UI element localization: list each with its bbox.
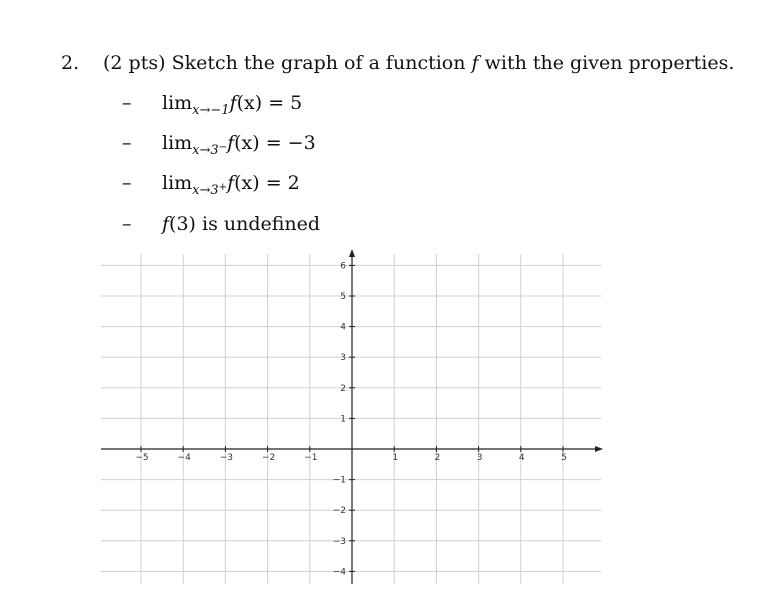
x-tick-label: 1 bbox=[392, 453, 399, 463]
x-tick-label: 2 bbox=[434, 453, 441, 463]
function-name: f bbox=[227, 172, 235, 194]
x-tick-label: 3 bbox=[476, 453, 483, 463]
y-tick-label: −2 bbox=[332, 506, 346, 517]
function-name: f bbox=[227, 132, 235, 154]
y-tick-label: 2 bbox=[340, 383, 346, 394]
y-tick-label: −1 bbox=[332, 475, 346, 486]
x-tick-label: −1 bbox=[304, 453, 318, 463]
function-arg: (x) bbox=[236, 92, 263, 114]
y-tick-label: −4 bbox=[332, 567, 346, 578]
x-tick-label: −4 bbox=[177, 453, 191, 463]
question-number: 2. bbox=[61, 52, 80, 74]
function-name: f bbox=[229, 92, 237, 114]
y-tick-label: 3 bbox=[340, 353, 346, 364]
x-tick-label: −2 bbox=[261, 453, 276, 463]
function-arg: (x) bbox=[234, 172, 260, 194]
limit-approach: x→−1 bbox=[192, 103, 230, 118]
y-axis-arrow bbox=[349, 249, 355, 257]
lim-label: lim bbox=[162, 92, 193, 114]
y-tick-label: −3 bbox=[332, 536, 346, 547]
y-tick-label: 6 bbox=[340, 261, 346, 272]
limit-value: = 5 bbox=[262, 92, 303, 114]
limit-approach: x→3 bbox=[192, 183, 219, 198]
lim-label: lim bbox=[162, 172, 193, 194]
one-sided-marker: + bbox=[218, 182, 228, 193]
question-points: (2 pts) bbox=[103, 52, 166, 74]
bullet: – bbox=[122, 172, 132, 194]
function-name: f bbox=[471, 52, 479, 74]
y-tick-label: 5 bbox=[340, 292, 346, 302]
function-arg: (x) bbox=[234, 132, 260, 154]
bullet: – bbox=[122, 132, 132, 154]
x-tick-label: −3 bbox=[219, 453, 234, 463]
lim-label: lim bbox=[162, 132, 193, 154]
limit-approach: x→3 bbox=[192, 143, 219, 158]
x-tick-label: 4 bbox=[518, 453, 525, 463]
one-sided-marker: − bbox=[218, 142, 228, 153]
function-name: f bbox=[162, 213, 170, 235]
x-axis-arrow bbox=[595, 446, 603, 452]
x-tick-label: −5 bbox=[135, 453, 149, 463]
y-tick-label: 1 bbox=[340, 414, 346, 425]
undefined-text: (3) is undefined bbox=[169, 213, 321, 235]
question-prompt-after: with the given properties. bbox=[478, 52, 735, 74]
x-tick-label: 5 bbox=[561, 453, 567, 463]
limit-value: = 2 bbox=[259, 172, 300, 194]
bullet: – bbox=[122, 213, 132, 235]
bullet: – bbox=[122, 92, 132, 114]
limit-value: = −3 bbox=[259, 132, 316, 154]
question-prompt-before: Sketch the graph of a function bbox=[171, 52, 472, 74]
y-tick-label: 4 bbox=[340, 322, 346, 333]
